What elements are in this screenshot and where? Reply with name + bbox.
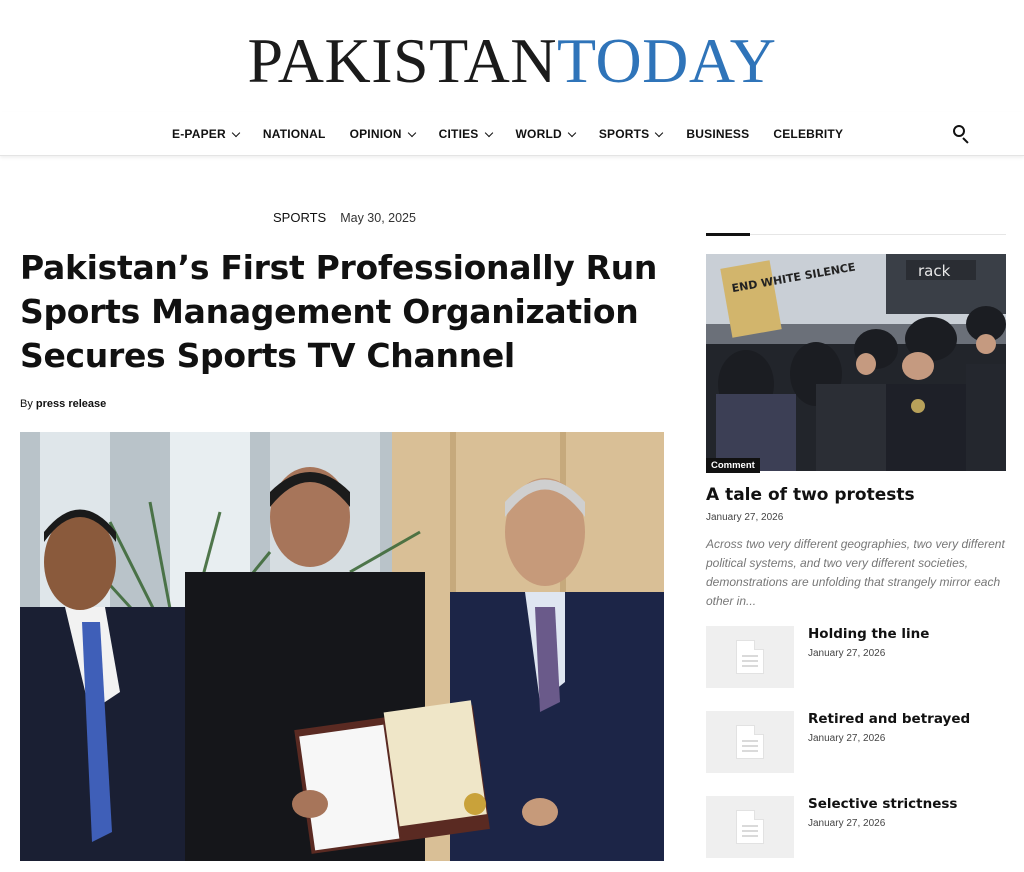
hero-illustration <box>20 432 664 861</box>
nav-item-celebrity[interactable] <box>773 127 843 141</box>
store-sign-text: rack <box>918 262 951 280</box>
chevron-down-icon <box>655 128 663 136</box>
logo-text-today: TODAY <box>557 25 777 96</box>
nav-item-label: WORLD <box>515 127 562 141</box>
placeholder-thumbnail <box>706 796 794 858</box>
chevron-down-icon <box>484 128 492 136</box>
nav-item-sports[interactable] <box>599 127 663 141</box>
byline <box>20 398 106 410</box>
category-tag[interactable]: Comment <box>706 458 760 473</box>
article-title: Pakistan’s First Professionally Run Sports Management Organization Secures Sports TV Channel <box>20 248 658 375</box>
feature-excerpt: Across two very different geographies, two very different political systems, and two very different societies, demonstrations are unfolding that strangely mirror each other in... <box>706 537 1005 608</box>
nav-item-label: CITIES <box>438 127 479 141</box>
sidebar-item-title[interactable]: Retired and betrayed <box>808 711 971 727</box>
article-hero-image <box>20 432 664 861</box>
main-nav <box>0 112 1024 156</box>
search-icon-handle <box>962 137 968 143</box>
document-icon <box>736 725 764 759</box>
placeholder-thumbnail <box>706 711 794 773</box>
sidebar-item[interactable] <box>706 626 1006 688</box>
logo-text-pakistan: PAKISTAN <box>247 25 558 96</box>
sidebar-item[interactable] <box>706 796 1006 858</box>
chevron-down-icon <box>407 128 415 136</box>
nav-item-national[interactable] <box>263 127 326 141</box>
protest-sign-text: END WHITE SILENCE <box>730 260 857 296</box>
site-logo[interactable] <box>0 24 1024 98</box>
nav-item-business[interactable] <box>686 127 749 141</box>
feature-title[interactable]: A tale of two protests <box>706 485 915 505</box>
sidebar-item-date: January 27, 2026 <box>808 818 886 829</box>
chevron-down-icon <box>232 128 240 136</box>
nav-item-cities[interactable] <box>439 127 492 141</box>
document-icon <box>736 640 764 674</box>
nav-item-label: E-PAPER <box>172 127 226 141</box>
sidebar-item-title[interactable]: Holding the line <box>808 626 930 642</box>
document-icon <box>736 810 764 844</box>
sidebar-divider-accent <box>706 233 750 236</box>
nav-item-label: SPORTS <box>598 127 650 141</box>
feature-image[interactable] <box>706 254 1006 471</box>
nav-item-label: CELEBRITY <box>773 127 844 141</box>
article-date: May 30, 2025 <box>340 211 416 225</box>
search-icon-lens <box>953 125 965 137</box>
sidebar-item-title[interactable]: Selective strictness <box>808 796 958 812</box>
nav-item-label: NATIONAL <box>262 127 326 141</box>
sidebar-item-date: January 27, 2026 <box>808 733 886 744</box>
article-category[interactable]: SPORTS <box>273 210 327 225</box>
nav-items <box>172 112 867 156</box>
chevron-down-icon <box>568 128 576 136</box>
nav-item-world[interactable] <box>516 127 575 141</box>
sidebar-item[interactable] <box>706 711 1006 773</box>
nav-item-label: BUSINESS <box>686 127 750 141</box>
protest-illustration <box>706 254 1006 471</box>
placeholder-thumbnail <box>706 626 794 688</box>
article-meta <box>273 210 416 225</box>
feature-date: January 27, 2026 <box>706 512 784 523</box>
sidebar-divider <box>706 234 1006 235</box>
nav-item-label: OPINION <box>349 127 402 141</box>
author-link[interactable]: press release <box>35 398 107 410</box>
nav-item-opinion[interactable] <box>350 127 415 141</box>
search-icon[interactable] <box>952 124 972 144</box>
nav-item-epaper[interactable] <box>172 127 239 141</box>
byline-prefix: By <box>20 398 33 410</box>
sidebar-item-date: January 27, 2026 <box>808 648 886 659</box>
